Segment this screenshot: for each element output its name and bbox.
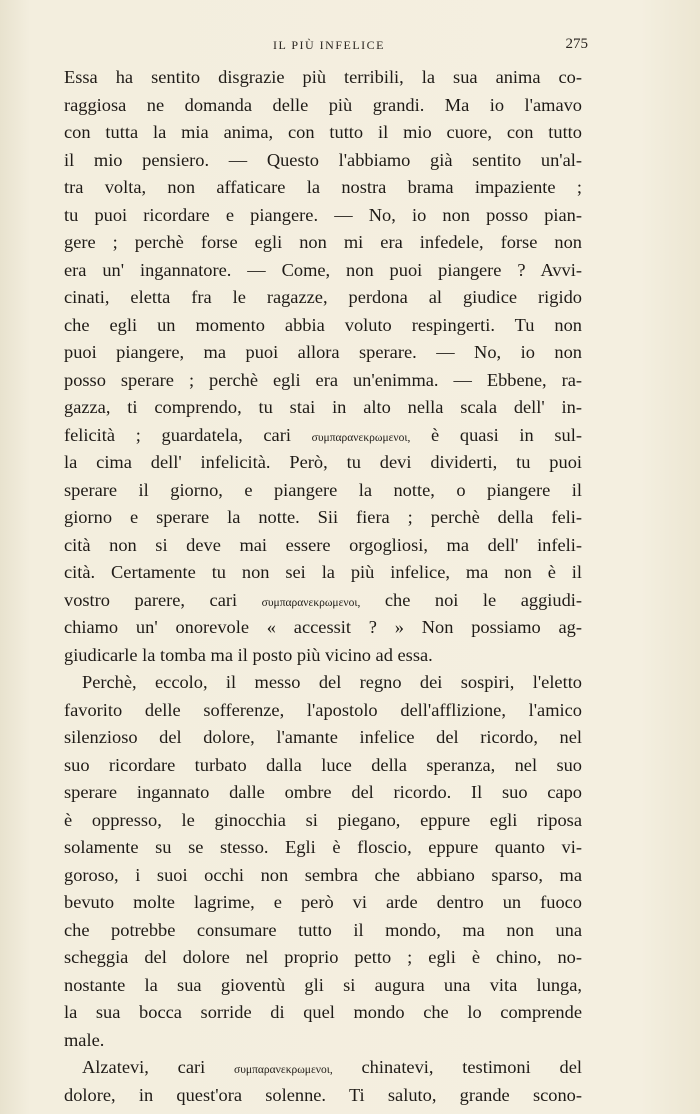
paragraph-3 — [64, 1054, 582, 1109]
text-line: suo ricordare turbato dalla luce della speranza, nel suo — [64, 754, 582, 775]
text-line: che egli un momento abbia voluto respingerti. Tu non — [64, 314, 582, 335]
text-line: favorito delle sofferenze, l'apostolo dell'afflizione, l'amico — [64, 699, 582, 720]
text-line: giudicarle la tomba ma il posto più vicino ad essa. — [64, 644, 433, 665]
text-line: la cima dell' infelicità. Però, tu devi dividerti, tu puoi — [64, 452, 582, 472]
text-line: gere ; perchè forse egli non mi era infedele, forse non — [64, 232, 582, 252]
greek-word: συμπαρανεκρωμενοι, — [261, 596, 361, 609]
text-line: cità non si deve mai essere orgogliosi, ma dell' infeli- — [64, 534, 582, 555]
text-line: con tutta la mia anima, con tutto il mio cuore, con tutto — [64, 122, 582, 142]
text-fragment: che noi le aggiudi- — [360, 589, 582, 610]
page-number: 275 — [565, 36, 588, 52]
body-text — [64, 64, 582, 1109]
text-line: sperare ingannato dalle ombre del ricordo. Il suo capo — [64, 782, 582, 802]
text-line: silenzioso del dolore, l'amante infelice del ricordo, nel — [64, 727, 582, 747]
text-line: il mio pensiero. — Questo l'abbiamo già sentito un'al- — [64, 149, 582, 170]
text-line: bevuto molte lagrime, e però vi arde dentro un fuoco — [64, 892, 582, 912]
text-line-mixed — [64, 1054, 582, 1082]
text-line: la sua bocca sorride di quel mondo che lo comprende — [64, 1002, 582, 1022]
text-line: scheggia del dolore nel proprio petto ; egli è chino, no- — [64, 947, 582, 967]
text-line: Perchè, eccolo, il messo del regno dei sospiri, l'eletto — [82, 672, 582, 692]
running-title: IL PIÙ INFELICE — [272, 38, 386, 52]
text-line-mixed — [64, 422, 582, 450]
text-line: nostante la sua gioventù gli si augura una vita lunga, — [64, 974, 582, 995]
page-header — [70, 38, 588, 58]
text-line: tu puoi ricordare e piangere. — No, io non posso pian- — [64, 204, 582, 225]
text-line: cinati, eletta fra le ragazze, perdona al giudice rigido — [64, 287, 582, 307]
text-line: cità. Certamente tu non sei la più infelice, ma non è il — [64, 562, 582, 582]
text-line: goroso, i suoi occhi non sembra che abbiano sparso, ma — [64, 864, 582, 885]
text-fragment: Alzatevi, cari — [82, 1057, 206, 1077]
text-line-mixed — [64, 587, 582, 615]
text-line: è oppresso, le ginocchia si piegano, eppure egli riposa — [64, 809, 582, 830]
text-line: dolore, in quest'ora solenne. Ti saluto, grande scono- — [64, 1084, 582, 1105]
text-line: solamente su se stesso. Egli è floscio, eppure quanto vi- — [64, 837, 582, 857]
paragraph-1 — [64, 64, 582, 669]
text-line: raggiosa ne domanda delle più grandi. Ma io l'amavo — [64, 94, 582, 115]
greek-word: συμπαρανεκρωμενοι, — [234, 1064, 333, 1076]
text-fragment: felicità ; guardatela, cari — [64, 424, 291, 445]
greek-word: συμπαρανεκρωμενοι, — [311, 431, 411, 444]
text-line: sperare il giorno, e piangere la notte, o piangere il — [64, 479, 582, 500]
text-line: che potrebbe consumare tutto il mondo, ma non una — [64, 919, 582, 940]
paragraph-2 — [64, 669, 582, 1054]
text-line: Essa ha sentito disgrazie più terribili, la sua anima co- — [64, 67, 582, 87]
text-line: chiamo un' onorevole « accessit ? » Non possiamo ag- — [64, 617, 582, 637]
text-line: puoi piangere, ma puoi allora sperare. — No, io non — [64, 342, 582, 362]
text-line: posso sperare ; perchè egli era un'enimma. — Ebbene, ra- — [64, 369, 582, 390]
text-line: giorno e sperare la notte. Sii fiera ; perchè della feli- — [64, 507, 582, 527]
text-line: male. — [64, 1029, 105, 1050]
text-fragment: chinatevi, testimoni del — [332, 1057, 582, 1077]
text-line: gazza, ti comprendo, tu stai in alto nella scala dell' in- — [64, 397, 582, 417]
text-fragment: è quasi in sul- — [410, 424, 582, 445]
text-fragment: vostro parere, cari — [64, 589, 238, 610]
text-line: tra volta, non affaticare la nostra brama impaziente ; — [64, 177, 582, 197]
text-line: era un' ingannatore. — Come, non puoi piangere ? Avvi- — [64, 259, 582, 280]
